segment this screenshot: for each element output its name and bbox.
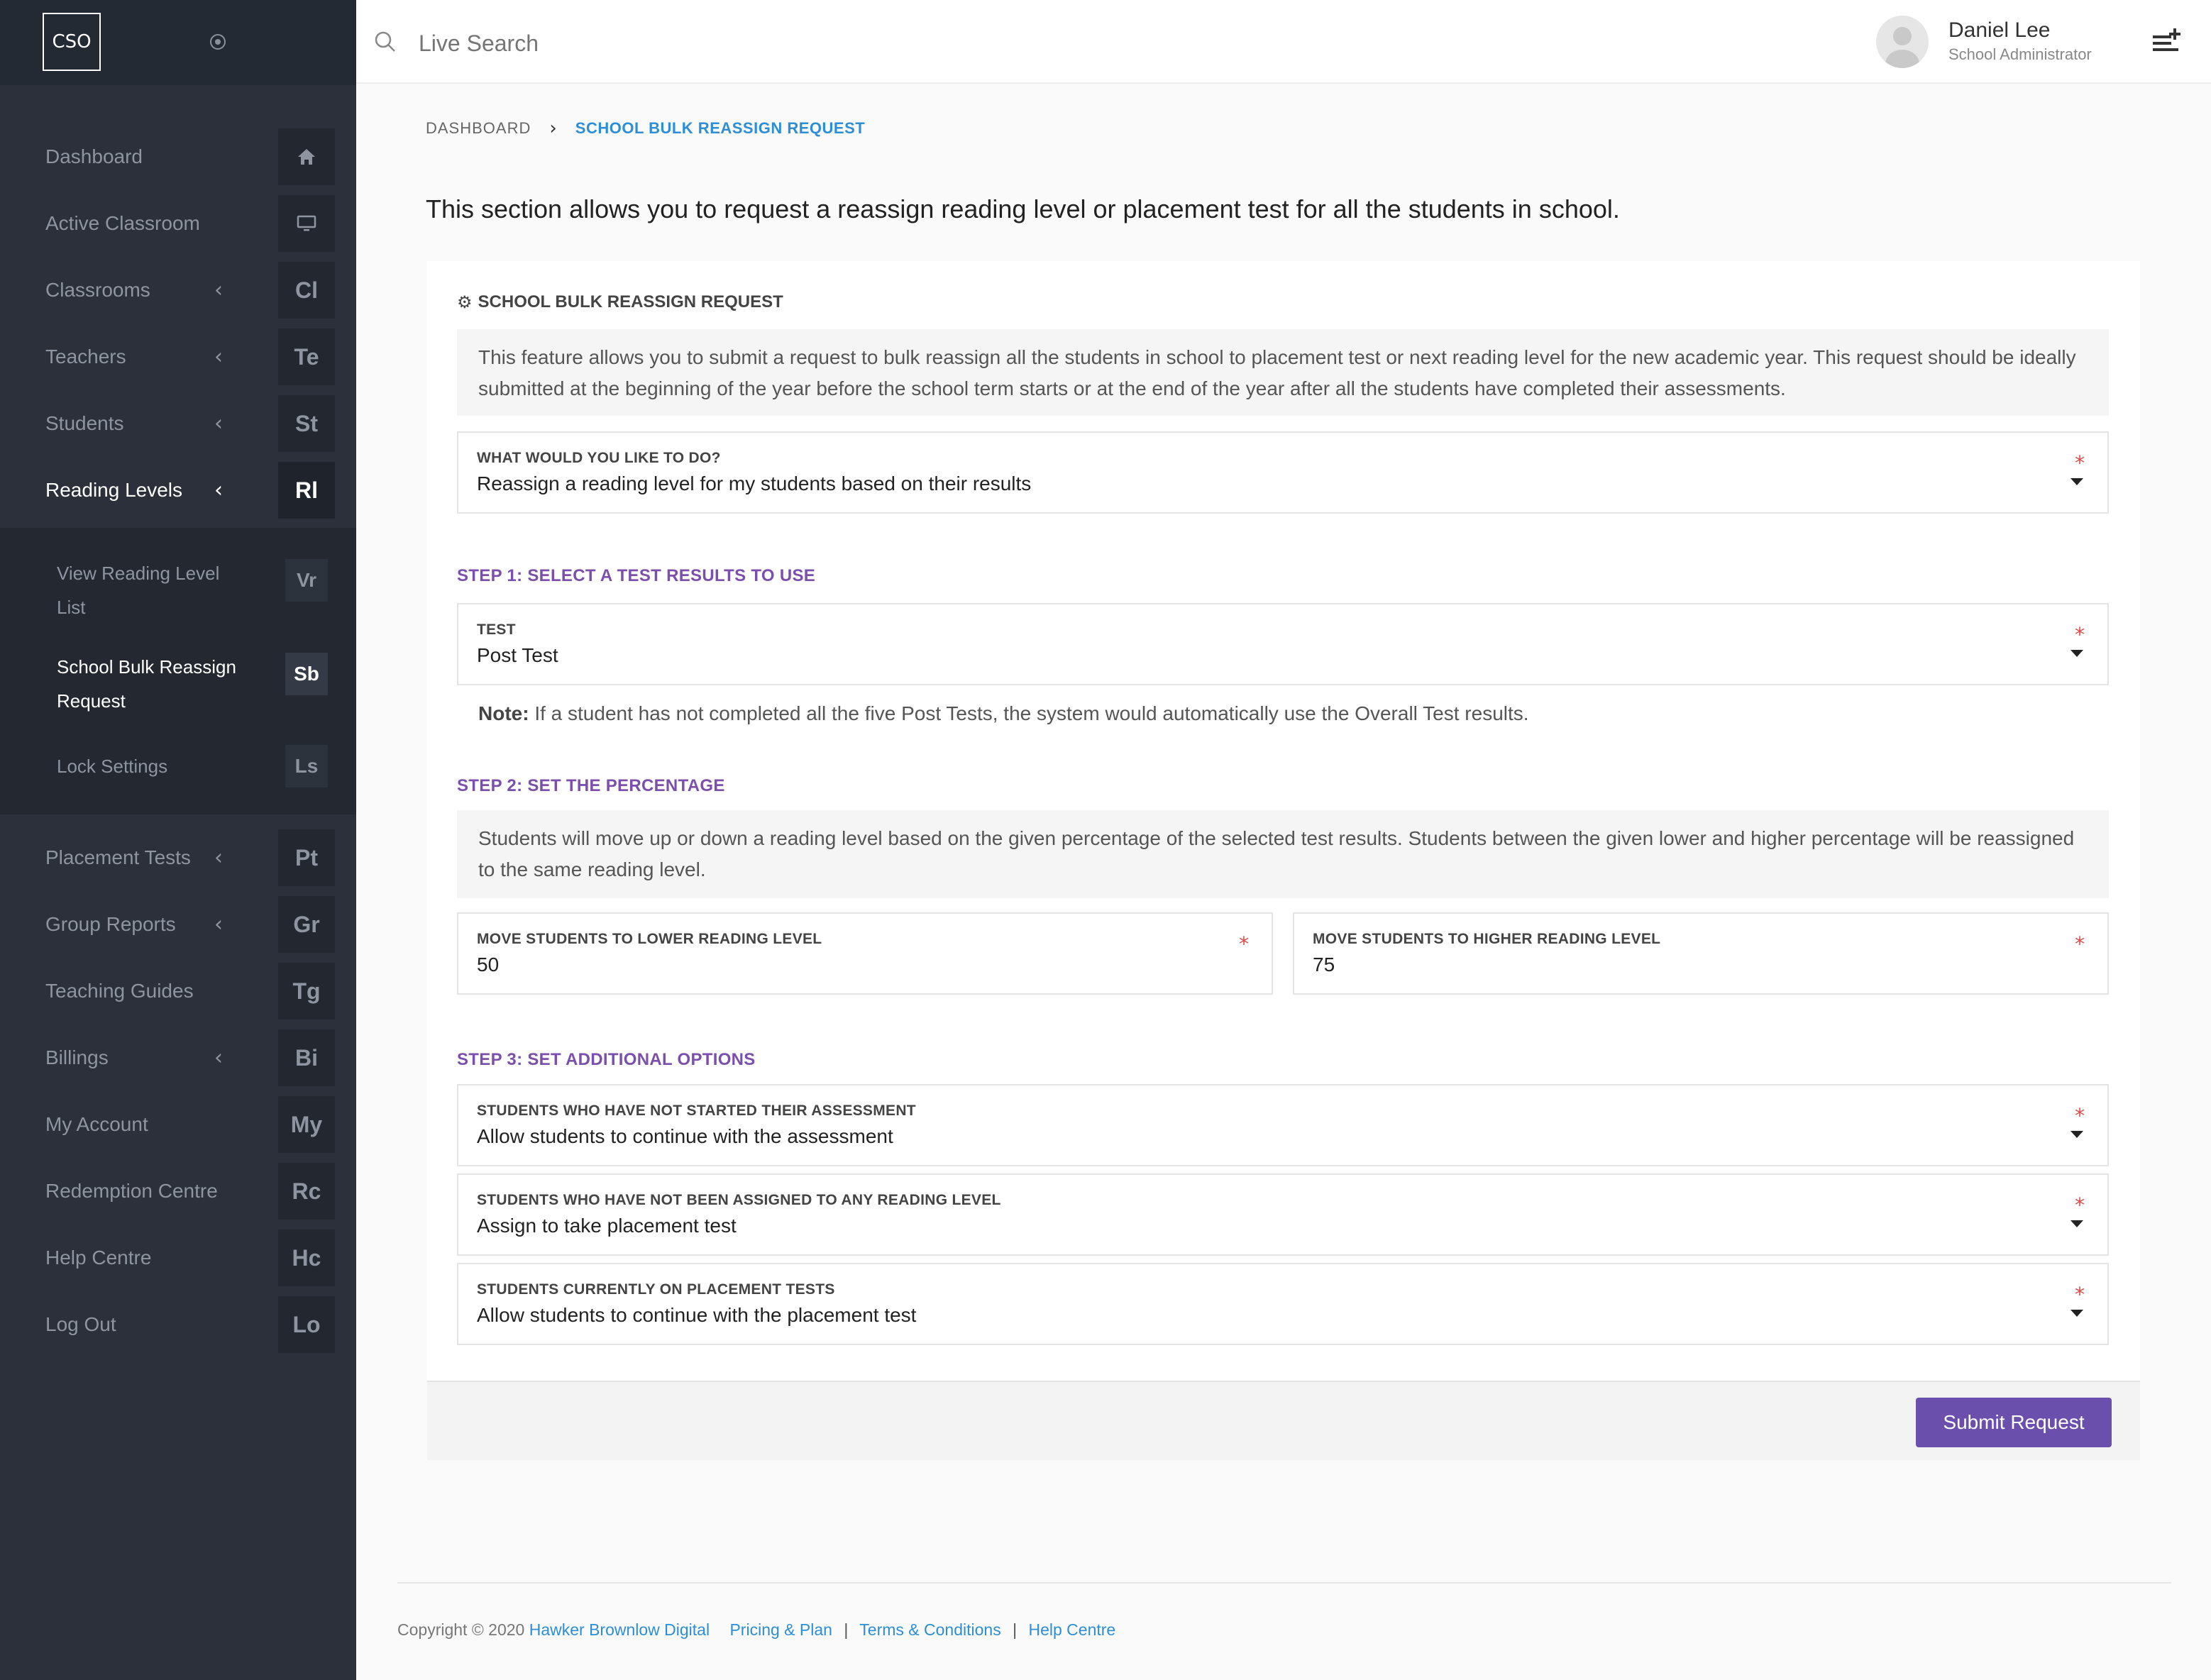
home-icon bbox=[278, 128, 335, 185]
sidebar-header bbox=[0, 0, 356, 85]
sidebar-item-label: Help Centre bbox=[45, 1247, 152, 1269]
sidebar-item-tile: My bbox=[278, 1096, 335, 1153]
sidebar-item-placement-tests[interactable] bbox=[0, 824, 356, 891]
field-label: MOVE STUDENTS TO LOWER READING LEVEL bbox=[477, 931, 822, 947]
caret-down-icon bbox=[2071, 1310, 2083, 1317]
caret-down-icon bbox=[2071, 650, 2083, 657]
caret-down-icon bbox=[2071, 1220, 2083, 1227]
brand-logo[interactable]: CSO bbox=[43, 13, 101, 71]
sidebar-item-tile: Bi bbox=[278, 1029, 335, 1086]
percentage-description: Students will move up or down a reading level based on the given percentage of the selected test results. Students between the given lower and higher percentage will be reassigned to the same reading level. bbox=[457, 810, 2109, 898]
breadcrumb bbox=[426, 118, 865, 139]
step3-title: STEP 3: SET ADDITIONAL OPTIONS bbox=[457, 1050, 756, 1069]
sidebar-item-label: Billings bbox=[45, 1046, 109, 1068]
caret-down-icon bbox=[2071, 478, 2083, 485]
field-value: 50 bbox=[477, 954, 500, 976]
higher-level-input[interactable] bbox=[1293, 912, 2109, 995]
pricing-link[interactable]: Pricing & Plan bbox=[729, 1620, 832, 1639]
submenu-item-view-reading-level-list[interactable] bbox=[0, 556, 356, 624]
sidebar-item-label: Group Reports bbox=[45, 913, 176, 935]
breadcrumb-current: SCHOOL BULK REASSIGN REQUEST bbox=[575, 119, 866, 137]
submenu-item-lock-settings[interactable] bbox=[0, 745, 356, 788]
chevron-left-icon: ‹ bbox=[214, 344, 223, 370]
submenu-item-school-bulk-reassign-request[interactable] bbox=[0, 650, 356, 718]
sidebar-item-active-classroom[interactable] bbox=[0, 190, 356, 257]
sidebar-item-tile: Hc bbox=[278, 1229, 335, 1286]
add-menu-icon[interactable] bbox=[2153, 28, 2181, 54]
monitor-icon bbox=[278, 195, 335, 252]
sidebar-item-tile: Tg bbox=[278, 963, 335, 1019]
field-label: MOVE STUDENTS TO HIGHER READING LEVEL bbox=[1313, 931, 1661, 947]
feature-description: This feature allows you to submit a request to bulk reassign all the students in school to placement test or next reading level for the new academic year. This request should be ideally submitted at the beginning of the year before the school term starts or at the end of the year after all the students have completed their assessments. bbox=[457, 329, 2109, 416]
submenu-item-tile: Ls bbox=[285, 745, 328, 788]
test-note bbox=[478, 702, 1529, 725]
chevron-left-icon: ‹ bbox=[214, 845, 223, 871]
submit-request-button[interactable]: Submit Request bbox=[1916, 1398, 2112, 1447]
field-value: Allow students to continue with the assessment bbox=[477, 1125, 893, 1147]
avatar[interactable] bbox=[1876, 16, 1929, 68]
sidebar-item-redemption-centre[interactable] bbox=[0, 1158, 356, 1225]
sidebar-item-tile: Pt bbox=[278, 829, 335, 886]
footer-separator: | bbox=[844, 1620, 849, 1639]
submenu-item-label: Lock Settings bbox=[57, 756, 168, 777]
sidebar-item-label: Placement Tests bbox=[45, 846, 191, 868]
sidebar-item-tile: Lo bbox=[278, 1296, 335, 1353]
sidebar-item-label: Teachers bbox=[45, 346, 126, 368]
gear-icon: ⚙ bbox=[457, 292, 473, 312]
sidebar-item-tile: St bbox=[278, 395, 335, 452]
chevron-left-icon: ‹ bbox=[214, 411, 223, 436]
chevron-left-icon: ‹ bbox=[214, 912, 223, 937]
search-icon bbox=[375, 31, 396, 52]
reassign-form-card bbox=[427, 261, 2140, 1460]
required-mark: * bbox=[2075, 623, 2085, 646]
user-name[interactable]: Daniel Lee bbox=[1948, 18, 2051, 42]
submenu-item-label: School Bulk Reassign Request bbox=[57, 656, 236, 712]
sidebar-item-reading-levels[interactable] bbox=[0, 457, 356, 524]
sidebar bbox=[0, 0, 356, 1680]
sidebar-item-label: Dashboard bbox=[45, 145, 143, 167]
sidebar-item-label: Log Out bbox=[45, 1313, 116, 1335]
sidebar-item-tile: Rl bbox=[278, 462, 335, 519]
help-centre-link[interactable]: Help Centre bbox=[1028, 1620, 1116, 1639]
required-mark: * bbox=[2075, 1283, 2085, 1306]
sidebar-item-label: Teaching Guides bbox=[45, 980, 194, 1002]
lower-level-input[interactable] bbox=[457, 912, 1273, 995]
page-intro: This section allows you to request a reassign reading level or placement test for all the students in school. bbox=[426, 194, 1620, 223]
sidebar-item-tile: Te bbox=[278, 328, 335, 385]
field-value: Assign to take placement test bbox=[477, 1215, 737, 1237]
sidebar-item-label: My Account bbox=[45, 1113, 148, 1135]
terms-link[interactable]: Terms & Conditions bbox=[859, 1620, 1001, 1639]
search-input[interactable] bbox=[419, 26, 915, 61]
copyright-text: Copyright © 2020 bbox=[397, 1620, 525, 1639]
field-value: Allow students to continue with the placement test bbox=[477, 1304, 917, 1326]
caret-down-icon bbox=[2071, 1131, 2083, 1138]
sidebar-item-my-account[interactable] bbox=[0, 1091, 356, 1158]
form-title-text: SCHOOL BULK REASSIGN REQUEST bbox=[478, 292, 783, 311]
sidebar-item-log-out[interactable] bbox=[0, 1291, 356, 1358]
sidebar-item-teachers[interactable] bbox=[0, 324, 356, 390]
sidebar-item-label: Students bbox=[45, 412, 124, 434]
field-label: TEST bbox=[477, 621, 516, 638]
required-mark: * bbox=[2075, 1193, 2085, 1217]
breadcrumb-dashboard[interactable]: DASHBOARD bbox=[426, 119, 531, 137]
required-mark: * bbox=[2075, 451, 2085, 475]
field-value: 75 bbox=[1313, 954, 1335, 976]
reading-levels-submenu bbox=[0, 528, 356, 814]
note-text: If a student has not completed all the five Post Tests, the system would automatically use the Overall Test results. bbox=[534, 702, 1529, 724]
sidebar-item-billings[interactable] bbox=[0, 1024, 356, 1091]
field-value: Reassign a reading level for my students based on their results bbox=[477, 472, 1032, 494]
sidebar-item-label: Reading Levels bbox=[45, 479, 183, 501]
submenu-item-label: View Reading Level List bbox=[57, 563, 220, 618]
chevron-left-icon: ‹ bbox=[214, 1045, 223, 1071]
field-value: Post Test bbox=[477, 644, 558, 666]
user-role: School Administrator bbox=[1948, 45, 2092, 63]
breadcrumb-separator-icon: › bbox=[549, 118, 557, 139]
sidebar-item-dashboard[interactable] bbox=[0, 123, 356, 190]
required-mark: * bbox=[2075, 932, 2085, 956]
sidebar-item-teaching-guides[interactable] bbox=[0, 958, 356, 1024]
sidebar-item-classrooms[interactable] bbox=[0, 257, 356, 324]
sidebar-item-students[interactable] bbox=[0, 390, 356, 457]
submenu-item-tile: Sb bbox=[285, 653, 328, 695]
submenu-item-tile: Vr bbox=[285, 559, 328, 602]
note-label: Note: bbox=[478, 702, 529, 724]
sidebar-item-tile: Rc bbox=[278, 1163, 335, 1220]
required-mark: * bbox=[1239, 932, 1249, 956]
test-select[interactable] bbox=[457, 603, 2109, 685]
sidebar-item-label: Redemption Centre bbox=[45, 1180, 218, 1202]
field-label: WHAT WOULD YOU LIKE TO DO? bbox=[477, 450, 721, 466]
sidebar-item-help-centre[interactable] bbox=[0, 1225, 356, 1291]
chevron-left-icon: ‹ bbox=[214, 277, 223, 303]
step2-title: STEP 2: SET THE PERCENTAGE bbox=[457, 776, 725, 795]
sidebar-item-label: Active Classroom bbox=[45, 212, 200, 234]
sidebar-item-group-reports[interactable] bbox=[0, 891, 356, 958]
sidebar-item-tile: Gr bbox=[278, 896, 335, 953]
footer-separator: | bbox=[1013, 1620, 1018, 1639]
sidebar-item-tile: Cl bbox=[278, 262, 335, 319]
on-placement-select[interactable] bbox=[457, 1263, 2109, 1345]
field-label: STUDENTS WHO HAVE NOT STARTED THEIR ASSESSMENT bbox=[477, 1102, 916, 1119]
page-footer bbox=[397, 1582, 2171, 1640]
top-header bbox=[356, 0, 2211, 84]
chevron-left-icon: ‹ bbox=[214, 477, 223, 503]
not-assigned-select[interactable] bbox=[457, 1173, 2109, 1256]
step1-title: STEP 1: SELECT A TEST RESULTS TO USE bbox=[457, 566, 816, 585]
form-title bbox=[457, 292, 783, 312]
field-label: STUDENTS CURRENTLY ON PLACEMENT TESTS bbox=[477, 1281, 835, 1298]
company-link[interactable]: Hawker Brownlow Digital bbox=[529, 1620, 710, 1639]
field-label: STUDENTS WHO HAVE NOT BEEN ASSIGNED TO ANY READING LEVEL bbox=[477, 1192, 1001, 1208]
form-footer bbox=[427, 1381, 2140, 1460]
required-mark: * bbox=[2075, 1104, 2085, 1127]
action-select[interactable] bbox=[457, 431, 2109, 514]
sidebar-toggle-icon[interactable] bbox=[210, 34, 226, 50]
not-started-select[interactable] bbox=[457, 1084, 2109, 1166]
sidebar-item-label: Classrooms bbox=[45, 279, 150, 301]
